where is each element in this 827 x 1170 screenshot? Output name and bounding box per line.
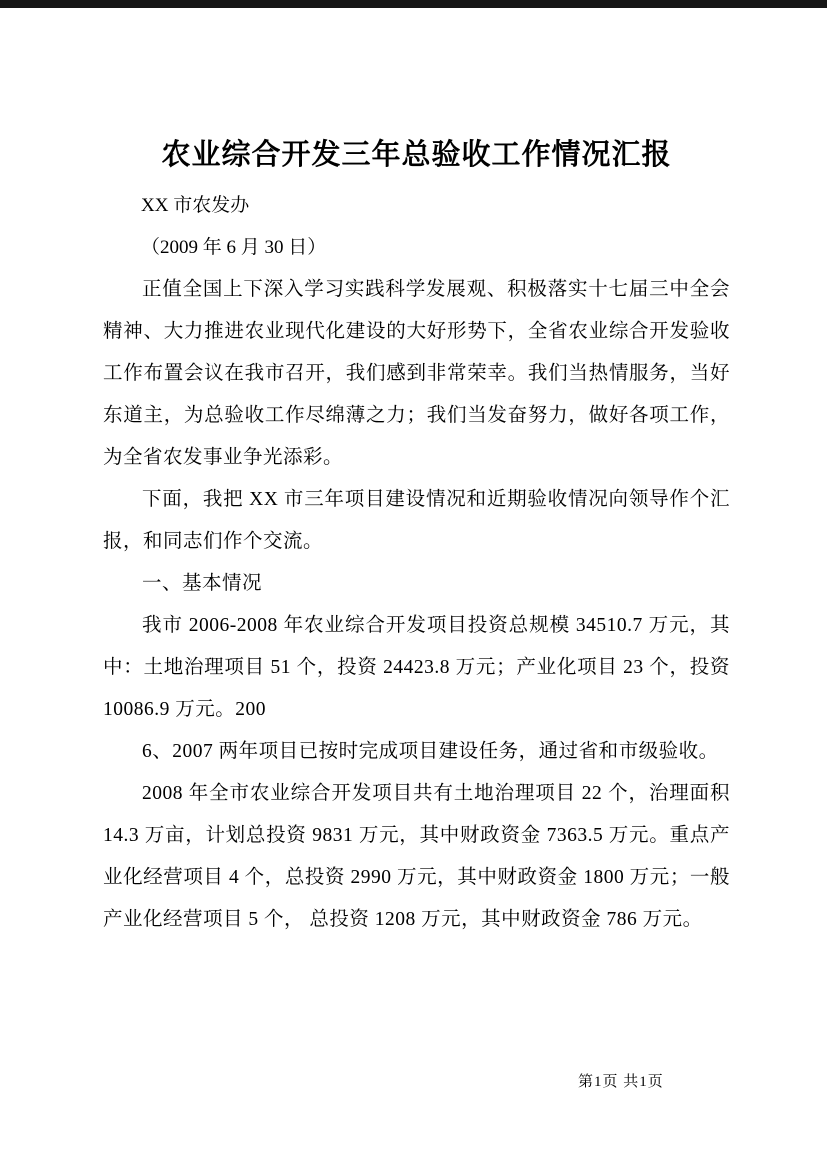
paragraph-completed-acceptance: 6、2007 两年项目已按时完成项目建设任务，通过省和市级验收。 [142, 741, 719, 763]
paragraph-transition: 下面，我把 XX 市三年项目建设情况和近期验收情况向领导作个汇报，和同志们作个交流。 [103, 489, 730, 553]
author-line: XX 市农发办 [141, 195, 250, 217]
paragraph-investment-overview: 我市 2006-2008 年农业综合开发项目投资总规模 34510.7 万元，其中：土地治理项目 51 个，投资 24423.8 万元；产业化项目 23 个，投资 10086.9 万元。200 [103, 615, 730, 721]
document-title: 农业综合开发三年总验收工作情况汇报 [161, 139, 672, 171]
date-line: （2009 年 6 月 30 日） [141, 237, 327, 259]
section-heading-basic-situation: 一、基本情况 [142, 573, 263, 595]
page-top-edge [0, 0, 827, 8]
document-content [103, 136, 730, 941]
paragraph-2008-projects: 2008 年全市农业综合开发项目共有土地治理项目 22 个，治理面积 14.3 万亩，计划总投资 9831 万元，其中财政资金 7363.5 万元。重点产业化经营项目 4 个，总投资 2990 万元，其中财政资金 1800 万元；一般产业化经营项目 5 个， 总投资 1208 万元，其中财政资金 786 万元。 [103, 783, 730, 931]
page-footer: 第1页 共1页 [578, 1074, 664, 1090]
paragraph-intro: 正值全国上下深入学习实践科学发展观、积极落实十七届三中全会精神、大力推进农业现代化建设的大好形势下，全省农业综合开发验收工作布置会议在我市召开，我们感到非常荣幸。我们当热情服务，当好东道主，为总验收工作尽绵薄之力；我们当发奋努力，做好各项工作，为全省农发事业争光添彩。 [103, 279, 730, 469]
